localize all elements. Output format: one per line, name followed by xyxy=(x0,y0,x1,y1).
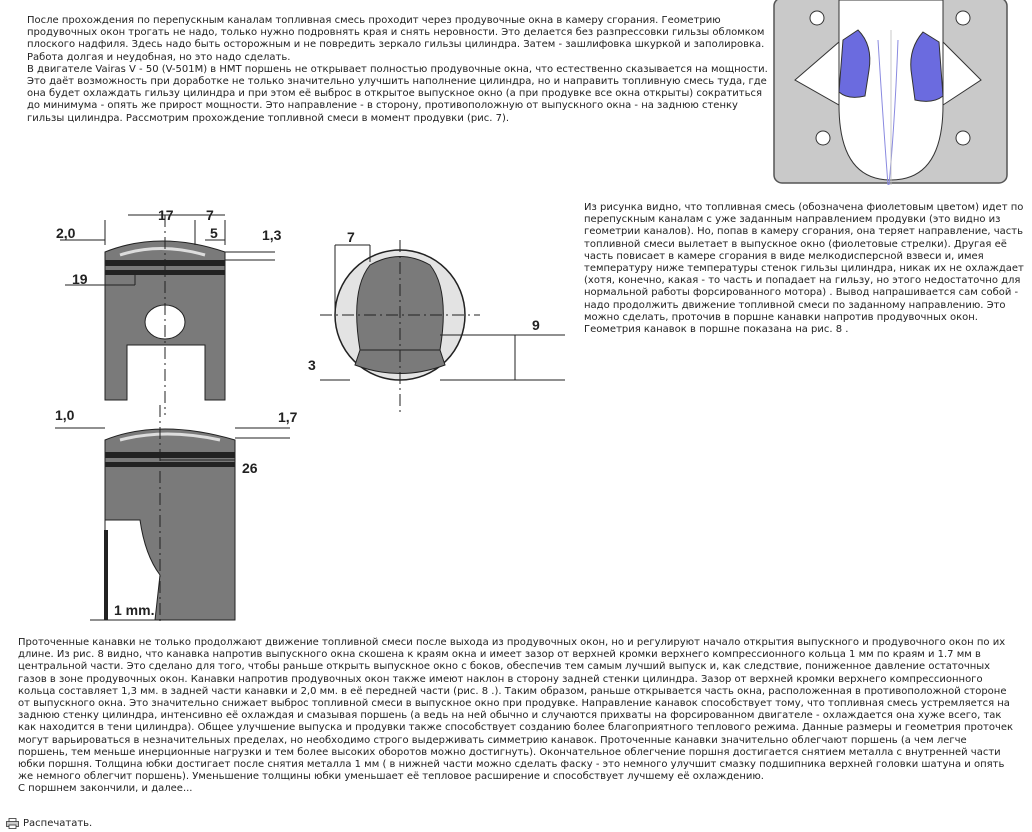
printer-icon xyxy=(6,818,19,829)
figure-7-explanation: Из рисунка видно, что топливная смесь (обозначена фиолетовым цветом) идет по перепускным каналам с уже заданным направлением продувки (это видно из геометрии каналов). Но, попав в камеру сгорания, она теряет направление, часть топливной смеси вылетает в выпускное окно (фиолетовые стрелки). Другая её часть повисает в камере сгорания в виде мелкодисперсной взвеси и, имея температуру ниже температуры стенок гильзы цилиндра, никак их не охлаждает (хотя, конечно, какая - то часть и попадает на гильзу, но этого недостаточно для нормальной работы форсированного мотора) . Вывод напрашивается сам собой - надо продолжить движение топливной смеси по заданному направлению. Это можно сделать, проточив в поршне канавки напротив продувочных окон. Геометрия канавок в поршне показана на рис. 8 . xyxy=(584,202,1024,336)
figure-8-piston-diagrams xyxy=(20,200,580,630)
dim-1mm: 1 mm. xyxy=(114,602,155,618)
dim-1-3: 1,3 xyxy=(262,227,282,243)
dim-19: 19 xyxy=(72,271,88,287)
print-link[interactable] xyxy=(6,818,92,829)
dim-7-upper: 7 xyxy=(206,207,214,223)
piston-side-view-2 xyxy=(55,405,290,625)
fuel-flow-right xyxy=(911,32,943,101)
piston-side-view-1 xyxy=(60,215,275,415)
piston-top-view xyxy=(320,240,565,415)
bottom-paragraph-1: Проточенные канавки не только продолжают движение топливной смеси после выхода из продувочных окон, но и регулируют начало открытия выпускного и продувочного окон по их длине. Из рис. 8 видно, что канавка напротив выпускного окна скошена к краям окна и имеет зазор от верхней кромки верхнего компрессионного кольца 1 мм по краям и 1.7 мм в центральной части. Это сделано для того, чтобы раньше открыть выпускное окно с боков, обеспечив тем самым лучший выпуск и, как следствие, пониженное давление остаточных газов в зоне продувочных окон. Канавки напротив продувочных окон также имеют наклон в сторону задней стенки цилиндра. Зазор от верхней кромки верхнего компрессионного кольца составляет 1,3 мм. в задней части канавки и 2,0 мм. в её передней части (рис. 8 .). Таким образом, раньше открывается часть окна, расположенная в противоположной стороне от выпускного окна. Это значительно снижает выброс топливной смеси в выпускное окно при продувке. Направление канавок способствует тому, что топливная смесь устремляется на заднюю стенку цилиндра, интенсивно её охлаждая и смазывая поршень (а ведь на ней обычно и случаются прихваты на форсированном двигателе - охлаждается она хуже всего, так как находится в тени цилиндра). Общее улучшение выпуска и продувки также способствует созданию более благоприятного теплового режима. Данные размеры и геометрия проточек могут варьироваться в незначительных пределах, но необходимо строго выдерживать симметрию канавок. Проточенные канавки значительно облегчают поршень (а чем легче поршень, тем меньше инерционные нагрузки и тем более высоких оборотов можно достигнуть). Окончательное облегчение поршня достигается снятием металла с внутренней части юбки поршня. Толщина юбки достигает после снятия металла 1 мм ( в нижней части можно сделать фаску - это немного улучшит смазку подшипника верхней головки шатуна и опять же немного облегчит поршень). Уменьшение толщины юбки уменьшает её тепловое расширение и способствует лучшему её охлаждению. xyxy=(18,637,1014,783)
dim-5: 5 xyxy=(210,225,218,241)
intro-paragraph-1: После прохождения по перепускным каналам топливная смесь проходит через продувочные окна в камеру сгорания. Геометрию продувочных окон трогать не надо, только нужно подровнять края и снять неровности. Это делается без разпрессовки гильзы обломком плоского надфиля. Здесь надо быть осторожным и не повредить зеркало гильзы цилиндра. Затем - зашлифовка шкуркой и заполировка. Работа долгая и неудобная, но это надо сделать. xyxy=(27,15,765,63)
dim-3: 3 xyxy=(308,357,316,373)
intro-text xyxy=(27,15,772,125)
intro-paragraph-2: В двигателе Vairas V - 50 (V-501M) в НМТ поршень не открывает полностью продувочные окна, что естественно сказывается на мощности. Это даёт возможность при доработке не только значительно улучшить наполнение цилиндра, но и направить топливную смесь туда, где она будет охлаждать гильзу цилиндра и при этом её выброс в открытое выпускное окно (а при продувке все окна открыты) сократиться до минимума - опять же прирост мощности. Это направление - в сторону, противоположную от выпускного окна - на заднюю стенку гильзы цилиндра. Рассмотрим прохождение топливной смеси в момент продувки (рис. 7). xyxy=(27,63,768,124)
dim-17: 17 xyxy=(158,207,174,223)
dim-2-0: 2,0 xyxy=(56,225,76,241)
dim-7-top-view: 7 xyxy=(347,229,355,245)
dim-1-0: 1,0 xyxy=(55,407,75,423)
dim-26: 26 xyxy=(242,460,258,476)
dim-1-7: 1,7 xyxy=(278,409,298,425)
figure-7-cylinder-diagram xyxy=(773,0,1008,185)
print-label: Распечатать. xyxy=(23,818,93,829)
bottom-paragraph-2: С поршнем закончили, и далее... xyxy=(18,783,193,795)
dim-9: 9 xyxy=(532,317,540,333)
fuel-flow-left xyxy=(839,30,870,97)
bottom-text xyxy=(18,637,1018,796)
